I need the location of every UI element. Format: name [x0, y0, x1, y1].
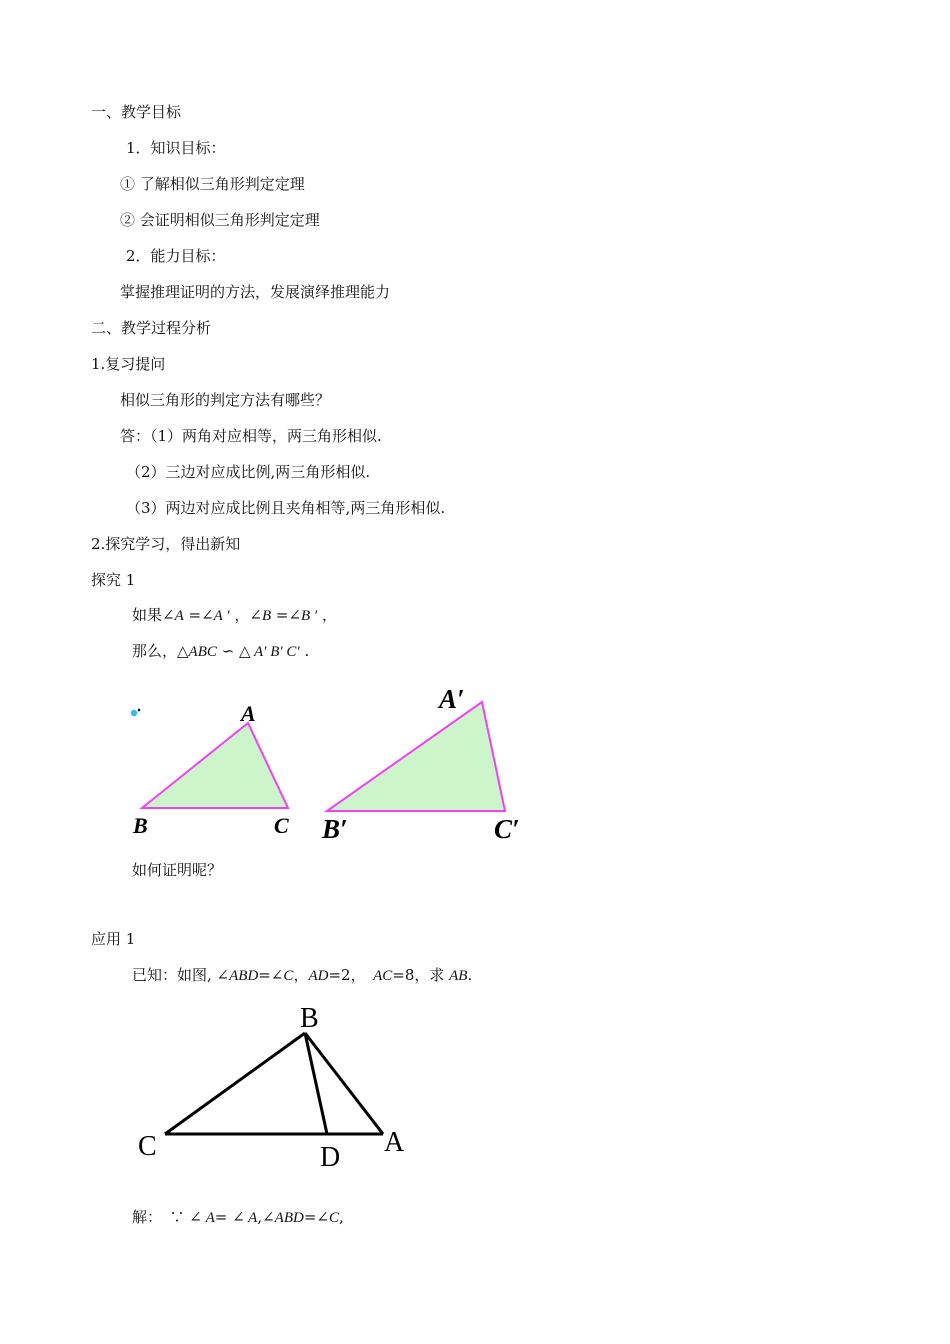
- similar-triangles-figure: [120, 680, 540, 850]
- angle-abd: ∠ABD: [216, 968, 259, 984]
- marker-dot-icon: [131, 709, 141, 717]
- label-b: B: [300, 1003, 319, 1034]
- separator: ，: [293, 966, 309, 984]
- angle-c: ∠C: [316, 1210, 339, 1226]
- condition-prefix: 如果: [132, 606, 163, 624]
- label-d: D: [320, 1142, 341, 1173]
- knowledge-item-1: ① 了解相似三角形判定定理: [120, 175, 305, 193]
- equals: =: [214, 1208, 233, 1226]
- equals: =: [258, 966, 271, 984]
- given-line: [132, 965, 472, 986]
- answer-line-1: [120, 426, 382, 446]
- explore-title: 2.探究学习，得出新知: [91, 535, 241, 553]
- angle-a-prime: ∠A ′: [201, 608, 230, 624]
- label-c: C: [274, 813, 289, 838]
- ac-value: =8，求: [392, 966, 450, 984]
- triangle-abc: △ABC: [177, 644, 217, 660]
- segment-ab: AB: [449, 968, 468, 984]
- separator: ，: [229, 606, 250, 624]
- apply-1-label: 应用 1: [91, 930, 136, 948]
- similar-symbol: ∽: [216, 642, 239, 660]
- angle-a: ∠ A: [189, 1210, 215, 1226]
- angle-a: ∠ A: [232, 1210, 258, 1226]
- answer-1: （1）两角对应相等，两三角形相似.: [150, 427, 382, 445]
- review-title: 1.复习提问: [91, 355, 166, 373]
- triangle-with-cevian: [165, 1033, 383, 1134]
- ability-goal-text: 掌握推理证明的方法，发展演绎推理能力: [120, 283, 391, 301]
- triangle-abc-prime: [327, 702, 505, 811]
- answer-3: （3）两边对应成比例且夹角相等,两三角形相似.: [126, 499, 446, 517]
- angle-b: ∠B: [249, 608, 272, 624]
- label-a-prime: A′: [439, 684, 465, 714]
- angle-c: ∠C: [270, 968, 294, 984]
- label-b: B: [133, 813, 148, 838]
- equals: =: [183, 606, 202, 624]
- triangle-abc: [142, 723, 288, 808]
- segment-ac: AC: [373, 968, 393, 984]
- conclusion-line: [132, 641, 309, 662]
- solution-prefix: 解： ∵: [132, 1208, 190, 1226]
- label-c: C: [138, 1131, 157, 1162]
- label-a: A: [241, 701, 256, 726]
- separator: ,: [257, 1208, 263, 1226]
- triangle-bcd-figure: [130, 1000, 420, 1180]
- angle-a: ∠A: [162, 608, 184, 624]
- solution-line: [132, 1207, 344, 1228]
- review-question: 相似三角形的判定方法有哪些？: [120, 391, 331, 409]
- ability-goal-label: 2．能力目标：: [126, 247, 226, 265]
- section-heading-process: 二、教学过程分析: [91, 319, 212, 337]
- end-punct: .: [299, 642, 310, 660]
- label-c-prime: C′: [494, 814, 520, 844]
- answer-prefix: 答：: [120, 427, 151, 445]
- equals: =: [303, 1208, 317, 1226]
- equals: =: [271, 606, 289, 624]
- answer-2: （2）三边对应成比例,两三角形相似.: [126, 463, 371, 481]
- end-punct: ，: [317, 606, 337, 624]
- conclusion-prefix: 那么，: [132, 642, 178, 660]
- end-punct: .: [467, 966, 473, 984]
- label-a: A: [384, 1127, 405, 1158]
- given-prefix: 已知：如图,: [132, 966, 217, 984]
- angle-abd: ∠ABD: [262, 1210, 304, 1226]
- segment-ad: AD: [308, 968, 329, 984]
- explore-1-label: 探究 1: [91, 571, 136, 589]
- label-b-prime: B′: [322, 814, 348, 844]
- end-punct: ,: [339, 1208, 344, 1226]
- triangle-abc-prime: △ A′ B′ C′: [239, 644, 300, 660]
- knowledge-item-2: ② 会证明相似三角形判定定理: [120, 211, 320, 229]
- ad-value: =2，: [328, 966, 374, 984]
- section-heading-goals: 一、教学目标: [91, 103, 182, 121]
- how-to-prove: 如何证明呢？: [132, 861, 223, 879]
- condition-line: [132, 605, 337, 626]
- angle-b-prime: ∠B ′: [288, 608, 318, 624]
- knowledge-goal-label: 1．知识目标：: [126, 139, 226, 157]
